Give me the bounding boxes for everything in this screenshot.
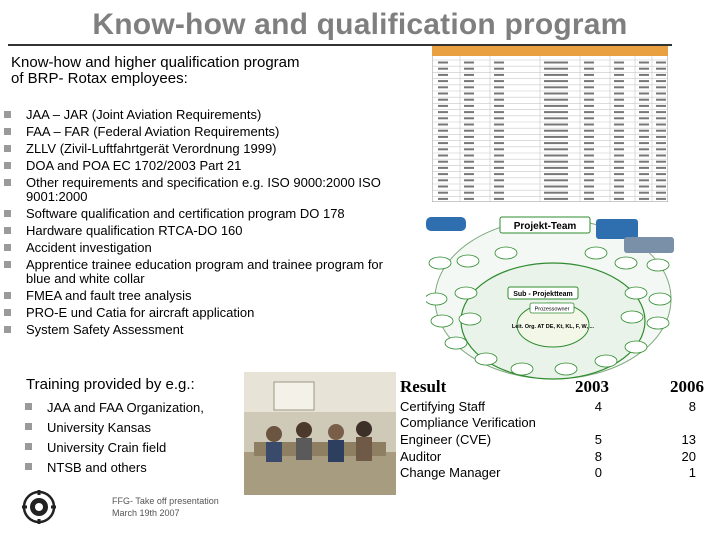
bullet-icon [25, 463, 32, 470]
bullet-icon [4, 210, 11, 217]
training-item [47, 420, 247, 435]
result-2006-value: 20 [681, 449, 696, 464]
training-text: NTSB and others [47, 460, 147, 475]
bullet-icon [4, 292, 11, 299]
footer [112, 495, 219, 519]
result-row-label: Change Manager [400, 465, 501, 480]
requirement-text: PRO-E und Catia for aircraft application [26, 305, 255, 320]
requirement-item [26, 142, 406, 156]
requirement-text: FMEA and fault tree analysis [26, 288, 192, 303]
result-2003-value: 5 [594, 432, 602, 447]
bullet-icon [25, 443, 32, 450]
bullet-icon [4, 326, 11, 333]
year-2006-heading: 2006 [670, 377, 704, 396]
bullet-icon [4, 261, 11, 268]
result-row-label: Auditor [400, 449, 442, 464]
result-row-label: Compliance Verification [400, 415, 536, 430]
requirement-item [26, 258, 406, 286]
training-item [47, 460, 247, 475]
footer-line-2: March 19th 2007 [112, 508, 180, 518]
bullet-icon [4, 145, 11, 152]
brp-logo-icon [22, 490, 56, 524]
bullet-icon [4, 309, 11, 316]
training-photo [244, 372, 396, 495]
bullet-icon [25, 403, 32, 410]
qualification-table-image [432, 46, 668, 202]
result-2003-value: 4 [594, 399, 602, 414]
process-owner-label: Prozessowner [534, 306, 570, 313]
training-item [47, 440, 247, 455]
requirement-item [26, 306, 406, 320]
requirement-item [26, 207, 406, 221]
requirement-text: Apprentice trainee education program and trainee program for blue and white collar [26, 257, 383, 286]
footer-line-1: FFG- Take off presentation [112, 496, 219, 506]
training-text: JAA and FAA Organization, [47, 400, 204, 415]
result-2006-value: 13 [681, 432, 696, 447]
project-team-org-chart [426, 213, 680, 381]
requirement-item [26, 241, 406, 255]
requirement-text: ZLLV (Zivil-Luftfahrtgerät Verordnung 1999) [26, 141, 277, 156]
bullet-icon [4, 111, 11, 118]
bullet-icon [4, 227, 11, 234]
requirements-list [26, 108, 406, 340]
requirement-item [26, 289, 406, 303]
requirement-text: Software qualification and certification program DO 178 [26, 206, 345, 221]
bullet-icon [4, 128, 11, 135]
bullet-icon [4, 244, 11, 251]
requirement-item [26, 125, 406, 139]
result-row-label: Certifying Staff [400, 399, 486, 414]
training-text: University Kansas [47, 420, 152, 435]
requirement-item [26, 176, 406, 204]
requirement-text: Accident investigation [26, 240, 152, 255]
bullet-icon [4, 179, 11, 186]
training-heading: Training provided by e.g.: [26, 376, 195, 393]
training-list [47, 400, 247, 480]
slide-title: Know-how and qualification program [92, 8, 628, 41]
result-2006-value: 8 [688, 399, 696, 414]
requirement-text: FAA – FAR (Federal Aviation Requirements) [26, 124, 280, 139]
year-2003-heading: 2003 [575, 377, 609, 396]
requirement-item [26, 224, 406, 238]
requirement-text: System Safety Assessment [26, 322, 184, 337]
sub-team-label: Sub - Projektteam [513, 291, 573, 298]
requirement-text: DOA and POA EC 1702/2003 Part 21 [26, 158, 242, 173]
core-org-label: Leit. Org. AT DE, Kt, KL, F, W, ... [511, 324, 595, 330]
training-item [47, 400, 247, 415]
subtitle: Know-how and higher qualification program of BRP- Rotax employees: [11, 54, 300, 87]
requirement-item [26, 159, 406, 173]
training-text: University Crain field [47, 440, 167, 455]
result-row-label: Engineer (CVE) [400, 432, 492, 447]
top-team-label: Projekt-Team [513, 221, 577, 232]
result-2003-value: 8 [594, 449, 602, 464]
requirement-text: JAA – JAR (Joint Aviation Requirements) [26, 107, 262, 122]
result-2006-value: 1 [688, 465, 696, 480]
bullet-icon [25, 423, 32, 430]
bullet-icon [4, 162, 11, 169]
requirement-text: Other requirements and specification e.g. ISO 9000:2000 ISO 9001:2000 [26, 175, 381, 204]
requirement-item [26, 108, 406, 122]
requirement-item [26, 323, 406, 337]
result-heading: Result [400, 377, 447, 396]
result-2003-value: 0 [594, 465, 602, 480]
requirement-text: Hardware qualification RTCA-DO 160 [26, 223, 243, 238]
